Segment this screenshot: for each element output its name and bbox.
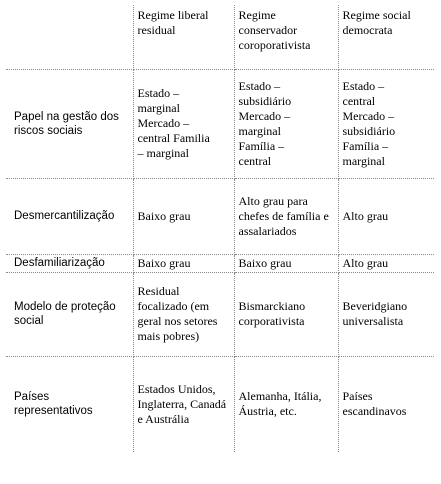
cell-line: – marginal <box>137 146 189 160</box>
cell-line: subsidiário <box>238 93 292 108</box>
header-social-democrata: Regime social democrata <box>338 5 434 69</box>
row-label-paises: Países representativos <box>6 356 133 452</box>
cell-line: Mercado – <box>342 108 395 123</box>
cell-modelo-conservador: Bismarckiano corporativista <box>234 272 338 356</box>
cell-papel-conservador <box>234 69 338 178</box>
cell-line: marginal <box>137 101 180 115</box>
header-conservador: Regime conservador coroporativista <box>234 5 338 69</box>
cell-desfam-conservador: Baixo grau <box>234 254 338 272</box>
cell-paises-social-democrata: Países escandinavos <box>338 356 434 452</box>
cell-line: central <box>238 153 272 168</box>
cell-line: subsidiário <box>342 123 396 138</box>
cell-modelo-social-democrata: Beveridgiano universalista <box>338 272 434 356</box>
cell-line: Mercado – <box>238 108 291 123</box>
row-label-desmercantilizacao: Desmercantilização <box>6 178 133 254</box>
cell-papel-liberal <box>133 69 234 178</box>
table-row <box>6 69 434 178</box>
header-empty-cell <box>6 5 133 69</box>
header-liberal: Regime liberal residual <box>133 5 234 69</box>
cell-desfam-social-democrata: Alto grau <box>338 254 434 272</box>
cell-line: central Familia <box>137 131 210 145</box>
row-label-modelo: Modelo de proteção social <box>6 272 133 356</box>
cell-line: marginal <box>342 153 385 168</box>
row-label-desfamiliarizacao: Desfamiliarização <box>6 254 133 272</box>
row-label-papel: Papel na gestão dos riscos sociais <box>6 69 133 178</box>
cell-line: Estado – <box>238 78 281 93</box>
table-row <box>6 356 434 452</box>
cell-modelo-liberal: Residual focalizado (em geral nos setores mais pobres) <box>133 272 234 356</box>
table-row <box>6 272 434 356</box>
cell-line: marginal <box>238 123 281 138</box>
header-row <box>6 5 434 69</box>
cell-line: central <box>342 93 376 108</box>
cell-desmerc-conservador: Alto grau para chefes de família e assalariados <box>234 178 338 254</box>
cell-paises-liberal: Estados Unidos, Inglaterra, Canadá e Austrália <box>133 356 234 452</box>
cell-desmerc-social-democrata: Alto grau <box>338 178 434 254</box>
welfare-regimes-table <box>6 5 434 452</box>
cell-line: Mercado – <box>137 116 190 130</box>
cell-papel-social-democrata <box>338 69 434 178</box>
cell-paises-conservador: Alemanha, Itália, Áustria, etc. <box>234 356 338 452</box>
cell-desmerc-liberal: Baixo grau <box>133 178 234 254</box>
table-row <box>6 178 434 254</box>
cell-desfam-liberal: Baixo grau <box>133 254 234 272</box>
cell-line: Estado – <box>137 86 180 100</box>
table-row <box>6 254 434 272</box>
cell-line: Família – <box>342 138 389 153</box>
cell-line: Estado – <box>342 78 385 93</box>
cell-line: Família – <box>238 138 285 153</box>
